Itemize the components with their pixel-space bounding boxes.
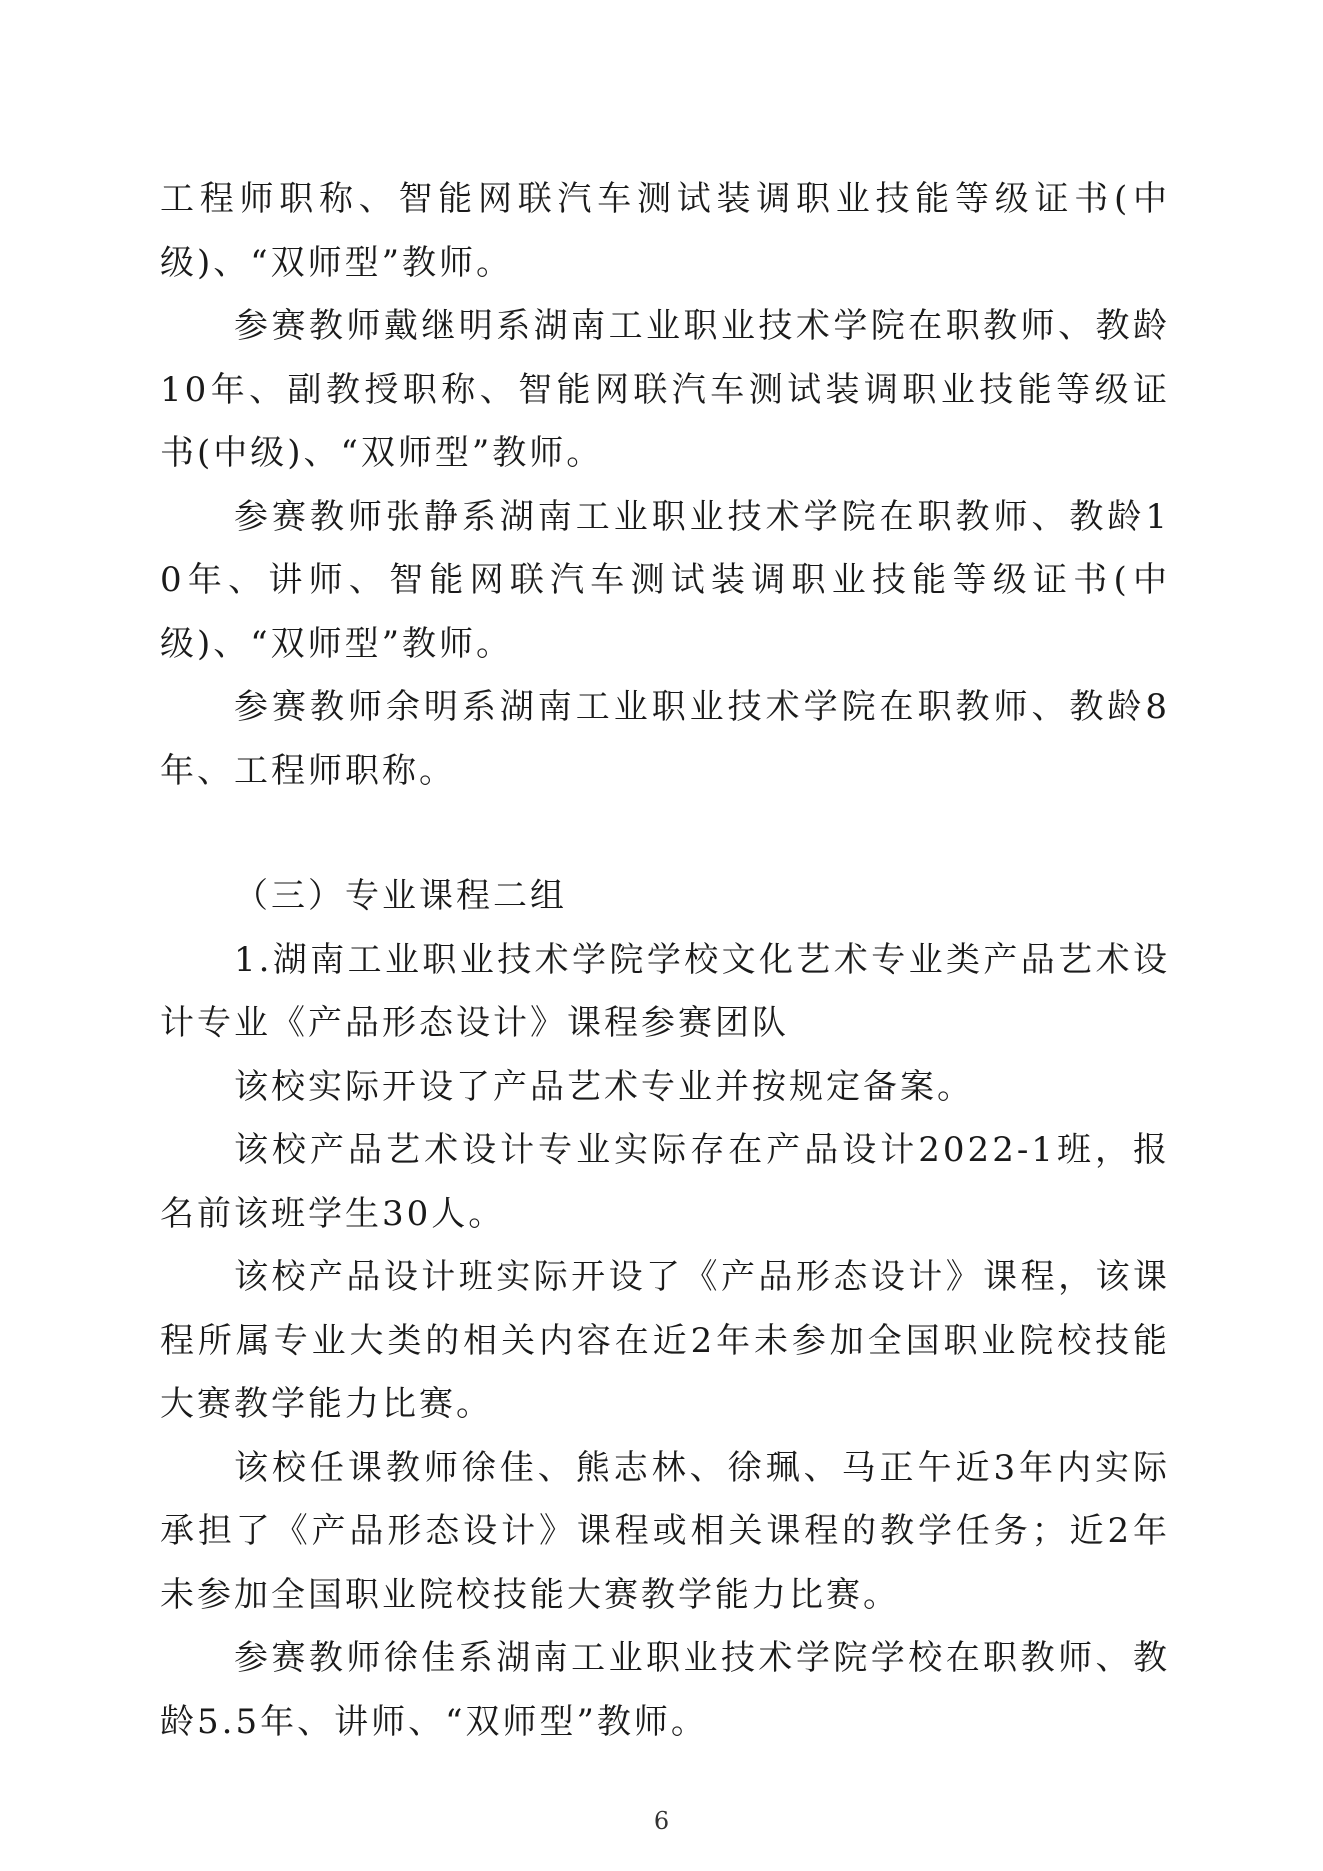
paragraph-teacher-qualifications-continued: 工程师职称、智能网联汽车测试装调职业技能等级证书(中级)、“双师型”教师。 xyxy=(160,179,1170,283)
document-body xyxy=(160,168,1170,1754)
paragraph-class-info: 该校产品艺术设计专业实际存在产品设计2022-1班，报名前该班学生30人。 xyxy=(160,1130,1170,1234)
paragraph-major-filing: 该校实际开设了产品艺术专业并按规定备案。 xyxy=(234,1066,974,1107)
paragraph-teacher-dai-jiming: 参赛教师戴继明系湖南工业职业技术学院在职教师、教龄10年、副教授职称、智能网联汽车测试装调职业技能等级证书(中级)、“双师型”教师。 xyxy=(160,306,1170,473)
paragraph-teacher-xu-jia: 参赛教师徐佳系湖南工业职业技术学院学校在职教师、教龄5.5年、讲师、“双师型”教师。 xyxy=(160,1638,1170,1742)
section-heading: （三）专业课程二组 xyxy=(234,876,567,916)
paragraph-teacher-yu-ming: 参赛教师余明系湖南工业职业技术学院在职教师、教龄8年、工程师职称。 xyxy=(160,687,1170,791)
paragraph-course-info: 该校产品设计班实际开设了《产品形态设计》课程，该课程所属专业大类的相关内容在近2年未参加全国职业院校技能大赛教学能力比赛。 xyxy=(160,1257,1170,1424)
page-number: 6 xyxy=(653,1807,670,1835)
paragraph-team-title: 1.湖南工业职业技术学院学校文化艺术专业类产品艺术设计专业《产品形态设计》课程参赛团队 xyxy=(160,939,1170,1043)
paragraph-teaching-staff: 该校任课教师徐佳、熊志林、徐珮、马正午近3年内实际承担了《产品形态设计》课程或相关课程的教学任务；近2年未参加全国职业院校技能大赛教学能力比赛。 xyxy=(160,1447,1170,1615)
paragraph-teacher-zhang-jing: 参赛教师张静系湖南工业职业技术学院在职教师、教龄10年、讲师、智能网联汽车测试装调职业技能等级证书(中级)、“双师型”教师。 xyxy=(160,496,1170,664)
